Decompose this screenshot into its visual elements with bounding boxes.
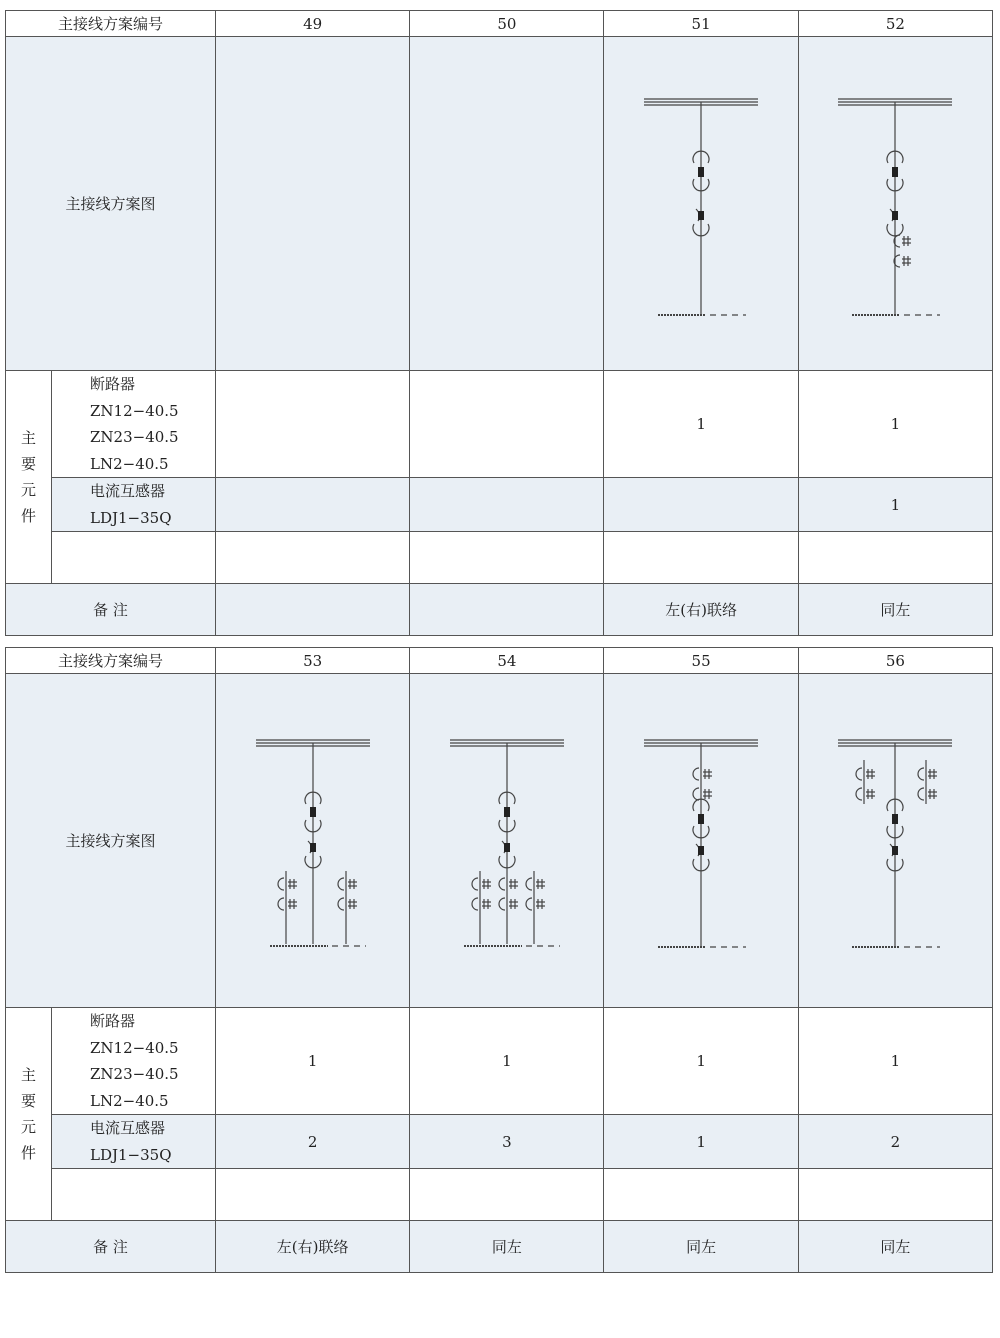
breaker-count: 1 (216, 1008, 410, 1115)
empty-cell (798, 532, 992, 584)
ct-count (410, 478, 604, 532)
remark: 左(右)联络 (604, 584, 798, 636)
breaker-count: 1 (604, 1008, 798, 1115)
diagram-label: 主接线方案图 (6, 37, 216, 371)
empty-cell (410, 532, 604, 584)
single-line-diagram (218, 676, 408, 1006)
ct-count: 2 (216, 1115, 410, 1169)
scheme-number: 55 (604, 648, 798, 674)
diagram-cell (410, 37, 604, 371)
empty-cell (216, 1169, 410, 1221)
single-line-diagram (800, 676, 990, 1006)
ct-label: 电流互感器 LDJ1−35Q (52, 478, 216, 532)
diagram-cell (604, 674, 798, 1008)
ct-count: 1 (604, 1115, 798, 1169)
diagram-cell (604, 37, 798, 371)
remark (410, 584, 604, 636)
diagram-cell (798, 674, 992, 1008)
remark: 同左 (410, 1221, 604, 1273)
empty-cell (216, 532, 410, 584)
scheme-number: 50 (410, 11, 604, 37)
empty-cell (604, 532, 798, 584)
breaker-count (216, 371, 410, 478)
single-line-diagram (800, 39, 990, 369)
ct-count (604, 478, 798, 532)
scheme-number: 51 (604, 11, 798, 37)
diagram-cell (410, 674, 604, 1008)
breaker-count: 1 (410, 1008, 604, 1115)
breaker-count: 1 (798, 371, 992, 478)
breaker-count (410, 371, 604, 478)
single-line-diagram (412, 676, 602, 1006)
diagram-cell (216, 37, 410, 371)
empty-cell (604, 1169, 798, 1221)
scheme-table-2 (5, 647, 993, 1273)
diagram-label: 主接线方案图 (6, 674, 216, 1008)
empty-cell (52, 1169, 216, 1221)
ct-count: 2 (798, 1115, 992, 1169)
remark: 同左 (604, 1221, 798, 1273)
scheme-table-1 (5, 10, 993, 636)
ct-count: 1 (798, 478, 992, 532)
remark: 同左 (798, 584, 992, 636)
scheme-number: 52 (798, 11, 992, 37)
remark: 同左 (798, 1221, 992, 1273)
remarks-label: 备 注 (6, 584, 216, 636)
ct-label: 电流互感器 LDJ1−35Q (52, 1115, 216, 1169)
empty-cell (52, 532, 216, 584)
diagram-cell (798, 37, 992, 371)
empty-cell (410, 1169, 604, 1221)
scheme-number: 49 (216, 11, 410, 37)
remark (216, 584, 410, 636)
single-line-diagram (606, 676, 796, 1006)
remark: 左(右)联络 (216, 1221, 410, 1273)
scheme-number-label: 主接线方案编号 (6, 648, 216, 674)
ct-count: 3 (410, 1115, 604, 1169)
single-line-diagram (606, 39, 796, 369)
breaker-count: 1 (798, 1008, 992, 1115)
main-components-label: 主 要 元 件 (6, 1008, 52, 1221)
remarks-label: 备 注 (6, 1221, 216, 1273)
diagram-cell (216, 674, 410, 1008)
empty-cell (798, 1169, 992, 1221)
scheme-number-label: 主接线方案编号 (6, 11, 216, 37)
scheme-number: 54 (410, 648, 604, 674)
breaker-count: 1 (604, 371, 798, 478)
scheme-number: 53 (216, 648, 410, 674)
main-components-label: 主 要 元 件 (6, 371, 52, 584)
breaker-label: 断路器 ZN12−40.5 ZN23−40.5 LN2−40.5 (52, 1008, 216, 1115)
breaker-label: 断路器 ZN12−40.5 ZN23−40.5 LN2−40.5 (52, 371, 216, 478)
ct-count (216, 478, 410, 532)
scheme-number: 56 (798, 648, 992, 674)
